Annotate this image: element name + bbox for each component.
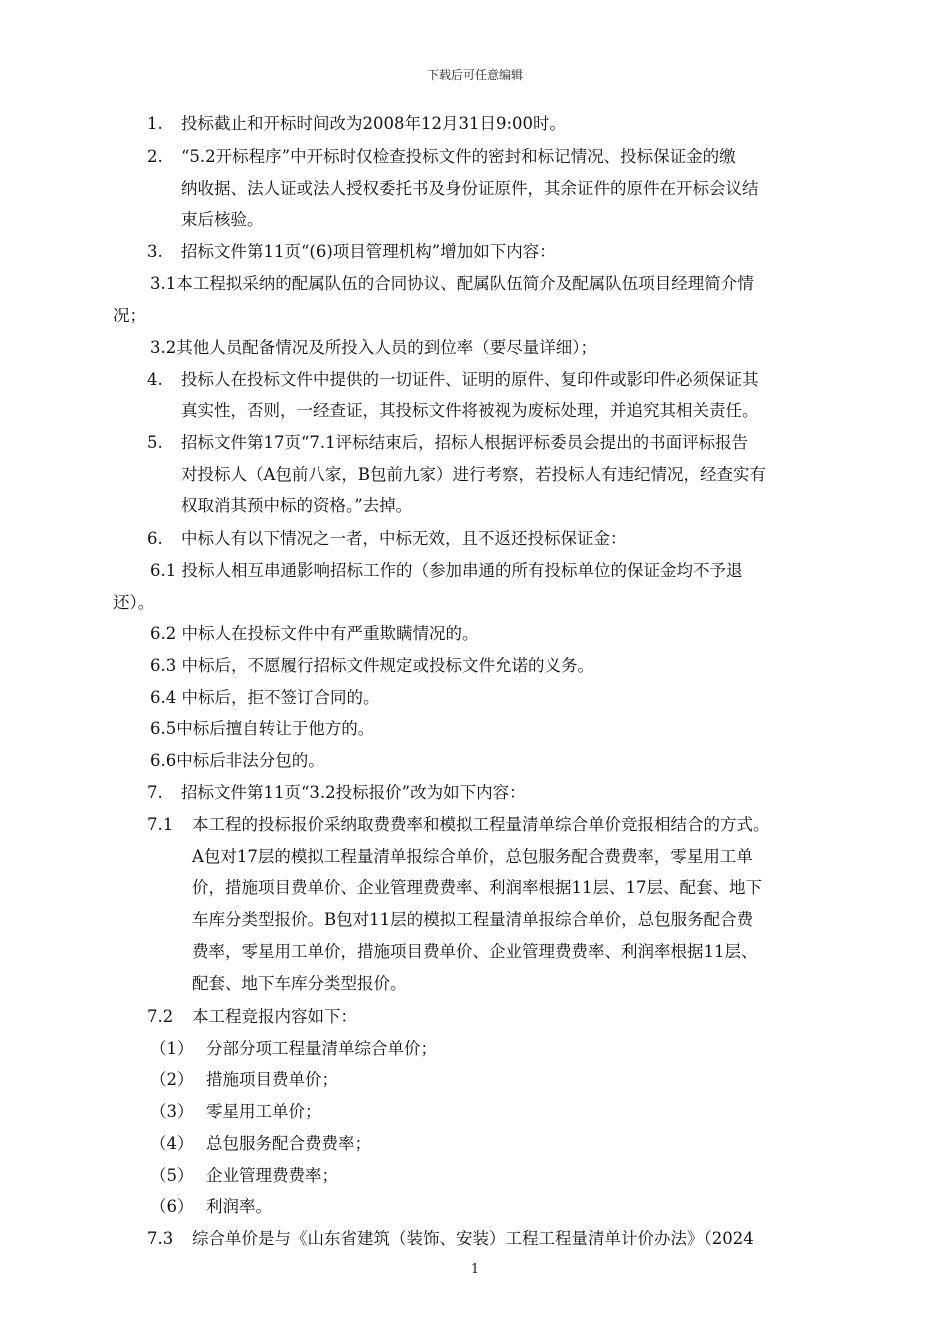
item-1-number: 1. <box>147 114 163 133</box>
item-7-2-line-1: 本工程竞报内容如下： <box>192 1007 357 1026</box>
item-3-line-1: 招标文件第11页“(6)项目管理机构”增加如下内容： <box>181 242 556 261</box>
item-3-1-line-2: 况； <box>113 306 146 325</box>
item-2-line-1: “5.2开标程序”中开标时仅检查投标文件的密封和标记情况、投标保证金的缴 <box>181 147 736 166</box>
item-1-line-1: 投标截止和开标时间改为2008年12月31日9:00时。 <box>181 114 567 133</box>
page-header: 下载后可任意编辑 <box>426 68 523 82</box>
item-7-1-line-1: 本工程的投标报价采纳取费费率和模拟工程量清单综合单价竞报相结合的方式。 <box>192 815 770 834</box>
item-7-line-1: 招标文件第11页“3.2投标报价”改为如下内容： <box>181 783 526 802</box>
item-5-line-2: 对投标人（A包前八家，B包前九家）进行考察，若投标人有违纪情况，经查实有 <box>181 465 767 484</box>
sub-item-2-number: （2） <box>150 1070 194 1089</box>
item-2-number: 2. <box>147 147 163 166</box>
sub-item-5-number: （5） <box>150 1166 194 1185</box>
item-2-line-3: 束后核验。 <box>181 210 264 229</box>
item-7-2-number: 7.2 <box>147 1007 174 1026</box>
item-7-3-line-1: 综合单价是与《山东省建筑（装饰、安装）工程工程量清单计价办法》（2024 <box>192 1229 754 1248</box>
item-3-number: 3. <box>147 242 163 261</box>
sub-item-3-number: （3） <box>150 1102 194 1121</box>
sub-item-6-text: 利润率。 <box>206 1197 272 1216</box>
sub-item-1-number: （1） <box>150 1039 194 1058</box>
item-6-2-line-1: 6.2 中标人在投标文件中有严重欺瞒情况的。 <box>150 624 479 643</box>
item-6-line-1: 中标人有以下情况之一者，中标无效，且不返还投标保证金： <box>181 529 627 548</box>
sub-item-1-text: 分部分项工程量清单综合单价； <box>206 1039 437 1058</box>
item-5-line-3: 权取消其预中标的资格。”去掉。 <box>181 496 413 515</box>
item-7-3-number: 7.3 <box>147 1229 174 1248</box>
item-5-number: 5. <box>147 433 163 452</box>
item-6-number: 6. <box>147 529 163 548</box>
item-5-line-1: 招标文件第17页“7.1评标结束后，招标人根据评标委员会提出的书面评标报告 <box>181 433 749 452</box>
sub-item-4-text: 总包服务配合费费率； <box>206 1134 371 1153</box>
page-number: 1 <box>470 1262 480 1277</box>
sub-item-5-text: 企业管理费费率； <box>206 1166 338 1185</box>
sub-item-2-text: 措施项目费单价； <box>206 1070 338 1089</box>
item-7-1-number: 7.1 <box>147 815 174 834</box>
item-4-line-2: 真实性，否则，一经查证，其投标文件将被视为废标处理，并追究其相关责任。 <box>181 401 759 420</box>
item-7-1-line-4: 车库分类型报价。B包对11层的模拟工程量清单报综合单价，总包服务配合费 <box>192 910 754 929</box>
item-6-5-line-1: 6.5中标后擅自转让于他方的。 <box>150 719 375 738</box>
item-6-1-line-1: 6.1 投标人相互串通影响招标工作的（参加串通的所有投标单位的保证金均不予退 <box>150 561 743 580</box>
item-6-3-line-1: 6.3 中标后，不愿履行招标文件规定或投标文件允诺的义务。 <box>150 656 594 675</box>
sub-item-4-number: （4） <box>150 1134 194 1153</box>
item-3-2-line-1: 3.2其他人员配备情况及所投入人员的到位率（要尽量详细）； <box>150 338 597 357</box>
item-2-line-2: 纳收据、法人证或法人授权委托书及身份证原件，其余证件的原件在开标会议结 <box>181 179 759 198</box>
sub-item-3-text: 零星用工单价； <box>206 1102 322 1121</box>
item-6-1-line-2: 还）。 <box>113 593 155 612</box>
item-7-1-line-6: 配套、地下车库分类型报价。 <box>192 974 407 993</box>
item-6-6-line-1: 6.6中标后非法分包的。 <box>150 751 325 770</box>
item-7-1-line-3: 价，措施项目费单价、企业管理费费率、利润率根据11层、17层、配套、地下 <box>192 878 762 897</box>
sub-item-6-number: （6） <box>150 1197 194 1216</box>
item-3-1-line-1: 3.1本工程拟采纳的配属队伍的合同协议、配属队伍简介及配属队伍项目经理简介情 <box>150 274 754 293</box>
item-4-number: 4. <box>147 370 163 389</box>
item-6-4-line-1: 6.4 中标后，拒不签订合同的。 <box>150 688 380 707</box>
item-4-line-1: 投标人在投标文件中提供的一切证件、证明的原件、复印件或影印件必须保证其 <box>181 370 759 389</box>
item-7-1-line-2: A包对17层的模拟工程量清单报综合单价，总包服务配合费费率，零星用工单 <box>192 847 753 866</box>
item-7-1-line-5: 费率，零星用工单价，措施项目费单价、企业管理费费率、利润率根据11层、 <box>192 942 758 961</box>
item-7-number: 7. <box>147 783 163 802</box>
